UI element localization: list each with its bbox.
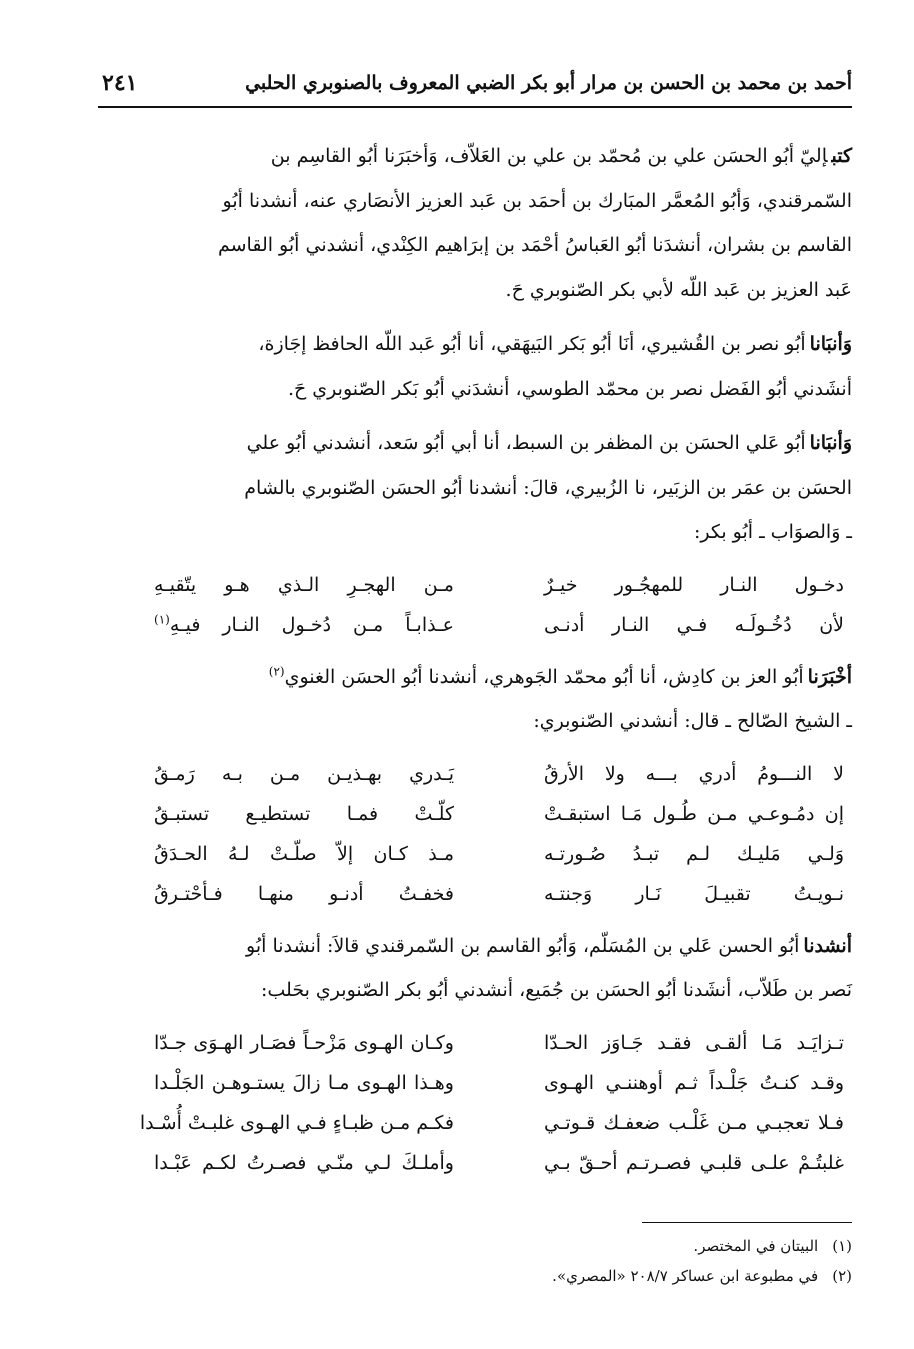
footnotes <box>98 1222 852 1291</box>
text-line <box>98 421 852 466</box>
paragraph-2 <box>98 322 852 411</box>
text-line: ـ وَالصوَاب ـ أبُو بكر: <box>693 521 852 543</box>
verse <box>98 834 852 874</box>
verse <box>98 1143 852 1183</box>
lead-word: وَأنبَانا <box>809 333 852 355</box>
header-title: أحمد بن محمد بن الحسن بن مرار أبو بكر الضبي المعروف بالصنوبري الحلبي <box>245 72 852 94</box>
verse-first-hemistich: دخـول النـار للمهجُـور خيـرٌ <box>544 573 844 596</box>
text-line: الحسَن بن عمَر بن الزبَير، نا الزُبيري، قالَ: أنشدنا أبُو الحسَن الصّنوبري بالشام <box>244 476 852 499</box>
footnote-number: (٢) <box>832 1267 852 1285</box>
page-number: ٢٤١ <box>102 70 138 96</box>
verse-second-hemistich: فكـم مـن ظبـاءٍ فـي الهـوى غلبـتْ أُسْـدا <box>139 1111 454 1134</box>
verse-second-hemistich <box>154 605 454 645</box>
paragraph-4 <box>98 655 852 744</box>
verse <box>98 874 852 914</box>
verse-second-hemistich: كلّـتْ فمـا تستطيـع تستبـقُ <box>154 802 454 825</box>
verse-first-hemistich: لأن دُخُـولَـه فـي النـار أدنـى <box>544 613 844 636</box>
verse-second-hemistich: وهـذا الهـوى مـا زالَ يستـوهـن الجَلْـدا <box>154 1071 454 1094</box>
text-line: نَصر بن طَلاّب، أنشَدنا أبُو الحسَن بن جُمَيع، أنشدني أبُو بكر الصّنوبري بحَلب: <box>260 979 852 1001</box>
verse-second-hemistich: مـذ كـان إلاّ صلّـتْ لـهُ الحـدَقُ <box>154 842 454 865</box>
verse <box>98 754 852 794</box>
poem-3 <box>98 1023 852 1183</box>
verse-first-hemistich: وقـد كنـتُ جَلْـداً ثـم أوهننـي الهـوى <box>544 1071 844 1094</box>
paragraph-1 <box>98 134 852 312</box>
verse-second-hemistich: وكـان الهـوى مَزْحـاً فصَـار الهـوَى جـدّا <box>154 1031 454 1054</box>
poem-2 <box>98 754 852 914</box>
verse-second-hemistich: مـن الهجـرِ الـذي هـو يتّقيـهِ <box>154 573 454 596</box>
verse <box>98 605 852 645</box>
verse-first-hemistich: غلبتُـمْ علـى قلبـي فصـرتـم أحـقّ بـي <box>544 1151 844 1174</box>
lead-word: أنشدنا <box>803 934 852 957</box>
footnote <box>98 1231 852 1261</box>
verse <box>98 565 852 605</box>
paragraph-5 <box>98 924 852 1013</box>
text-line <box>98 134 852 179</box>
line-text: أبُو العز بن كادِش، أنا أبُو محمّد الجَوهري، أنشدنا أبُو الحسَن الغنوي <box>284 665 804 688</box>
main-text <box>98 134 852 1193</box>
text-line: أنشَدني أبُو الفَضل نصر بن محمّد الطوسي، أنشدَني أبُو بَكر الصّنوبري حَ. <box>287 377 852 400</box>
footnote-marker: (٢) <box>268 664 285 679</box>
verse-first-hemistich: تـزايَـد مَـا ألقـى فقـد جَـاوَز الحـدّا <box>544 1031 844 1054</box>
text-line: القاسم بن بشران، أنشدَنا أبُو العَباسُ أحْمَد بن إبرَاهيم الكِنْدي، أنشدني أبُو القاسم <box>217 234 852 256</box>
text-line <box>98 322 852 367</box>
verse-first-hemistich: وَلـي مَليـك لـم تبـدُ صُـورتـه <box>544 842 844 865</box>
line-text: أبُو نصر بن القُشيري، أنَا أبُو بَكر البَيهَقي، أنا أبُو عَبد اللّه الحافظ إجَازة، <box>258 333 806 355</box>
footnote-text: البيتان في المختصر. <box>693 1237 819 1255</box>
footnote-divider <box>642 1222 852 1223</box>
running-header <box>98 70 852 108</box>
verse <box>98 1063 852 1103</box>
footnote-marker: (١) <box>154 612 170 627</box>
verse-second-hemistich: يَـدري بهـذيـن مـن بـه رَمـقُ <box>154 762 454 785</box>
line-text: أبُو عَلي الحسَن بن المظفر بن السبط، أنا أبي أبُو سَعد، أنشدني أبُو علي <box>246 432 806 454</box>
hemistich-text: عـذابـاً مـن دُخـول النـار فيـهِ <box>169 613 454 636</box>
poem-1 <box>98 565 852 645</box>
text-line <box>98 924 852 969</box>
verse-second-hemistich: فخفـتُ أدنـو منهـا فـأحْتـرقُ <box>154 882 454 905</box>
lead-word: وَأنبَانا <box>809 432 852 454</box>
line-text: إليّ أبُو الحسَن علي بن مُحمّد بن علي بن العَلاّف، وَأخبَرَنا أبُو القاسِم بن <box>270 145 828 167</box>
text-line: ـ الشيخ الصّالح ـ قال: أنشدني الصّنوبري: <box>533 710 852 732</box>
text-line: السّمرقندي، وَأبُو المُعمَّر المبَارك بن أحمَد بن عَبد العزيز الأنصَاري عنه، أنشدنا أبُو <box>222 189 852 212</box>
text-line: عَبد العزيز بن عَبد اللّه لأبي بكر الصّنوبري حَ. <box>505 278 852 301</box>
lead-word: أخْبَرَنا <box>807 665 852 688</box>
lead-word: كتب <box>831 145 852 167</box>
footnote-text: في مطبوعة ابن عساكر ٢٠٨/٧ «المصري». <box>552 1267 819 1285</box>
footnote <box>98 1261 852 1291</box>
text-line <box>98 655 852 700</box>
verse-first-hemistich: نـويـتُ تقبيـلَ نَـار وَجنتـه <box>544 882 844 905</box>
verse-first-hemistich: لا النـــومُ أدري بـــه ولا الأرقُ <box>544 762 844 785</box>
verse <box>98 1103 852 1143</box>
footnote-number: (١) <box>832 1237 852 1255</box>
verse-second-hemistich: وأملـكَ لـي منّـي فصـرتُ لكـم عَبْـدا <box>154 1151 454 1174</box>
paragraph-3 <box>98 421 852 555</box>
verse-first-hemistich: فـلا تعجبـي مـن غَلْـب ضعفـك قـوتـي <box>544 1111 844 1134</box>
verse-first-hemistich: إن دمُـوعـي مـن طُـول مَـا استبقـتْ <box>544 802 844 825</box>
verse <box>98 794 852 834</box>
line-text: أبُو الحسن عَلي بن المُسَلّم، وَأبُو القاسم بن السّمرقندي قالاَ: أنشدنا أبُو <box>246 934 800 957</box>
verse <box>98 1023 852 1063</box>
